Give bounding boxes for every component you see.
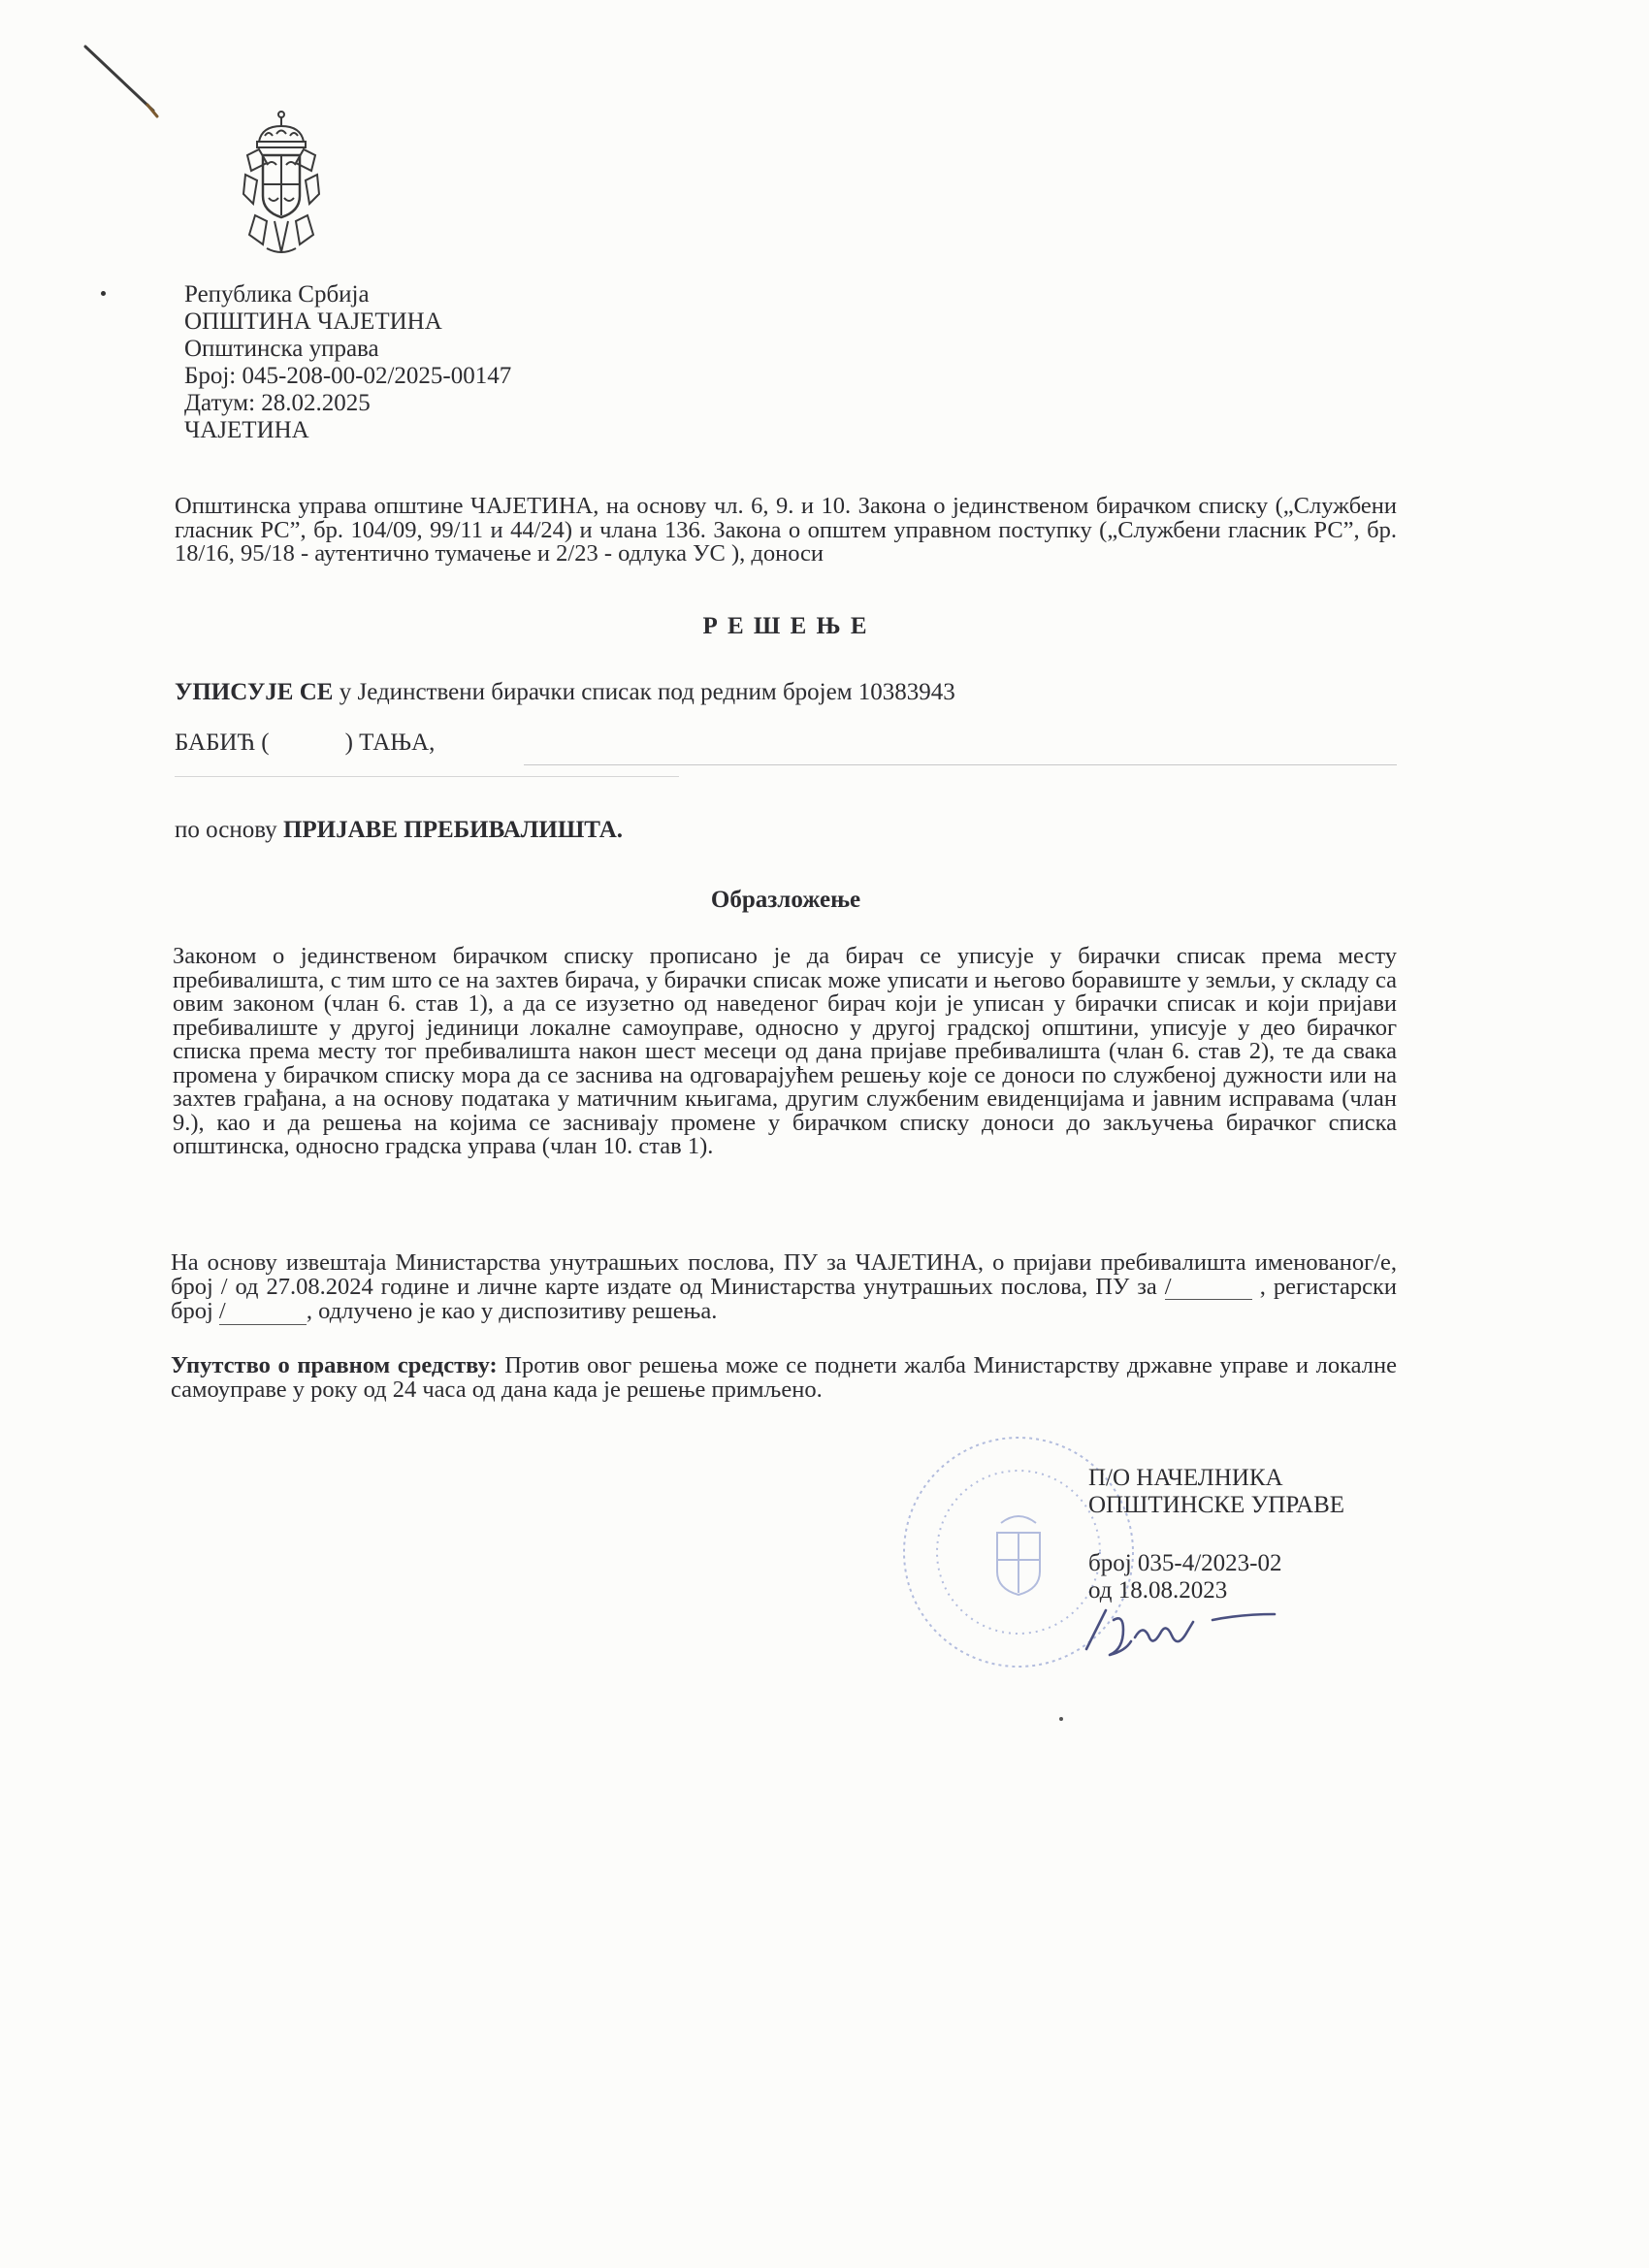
scan-dot-2 — [1059, 1717, 1063, 1721]
legal-remedy-bold: Упутство о правном средству: — [171, 1352, 498, 1378]
coat-of-arms-icon — [238, 107, 325, 257]
reasoning-title: Образложење — [710, 887, 861, 913]
basis-line — [175, 817, 623, 844]
person-line — [175, 729, 435, 757]
scan-scratch-mark — [78, 39, 165, 126]
header-place: ЧАЈЕТИНА — [184, 417, 309, 443]
person-surname: БАБИЋ ( — [175, 729, 270, 756]
blank-field-2: / — [219, 1300, 307, 1325]
reasoning-p2-part3: , одлучено је као у диспозитиву решења. — [306, 1298, 718, 1324]
signature-title-2: ОПШТИНСКЕ УПРАВЕ — [1088, 1492, 1345, 1518]
reasoning-paragraph-2 — [171, 1251, 1397, 1325]
blank-field-1: / — [1165, 1276, 1252, 1301]
person-name: ) ТАЊА, — [344, 729, 436, 756]
header-number: Број: 045-208-00-02/2025-00147 — [184, 363, 512, 389]
redaction-underline — [524, 764, 1397, 765]
basis-prefix: по основу — [175, 817, 283, 843]
enrollment-line — [175, 679, 955, 706]
reasoning-paragraph-1: Законом о јединственом бирачком списку прописано је да бирач се уписује у бирачки списак према месту пребивалишта, с тим што се на захтев бирача, у бирачки списак може уписати и његово боравиште у земљи, у складу са овим законом (члан 6. став 1), а да се изузетно од наведеног бирач који је уписан у бирачки списак и који пријави пребивалиште у другој јединици локалне самоуправе, односно у другој градској општини, уписује у део бирачког списка према месту тог пребивалишта након шест месеци од дана пријаве пребивалишта (члан 6. став 2), те да свака промена у бирачком списку мора да се заснива на одговарајућем решењу које се доноси по службеној дужности или на захтев грађана, а на основу података у матичним књигама, другим службеним евиденцијама и јавним исправама (члан 9.), као и да решења на којима се заснивају промене у бирачком списку доноси до закључења бирачког списка општинска, односно градска управа (члан 10. став 1). — [173, 943, 1397, 1159]
header-municipality: ОПШТИНА ЧАЈЕТИНА — [184, 308, 442, 335]
header-office: Општинска управа — [184, 336, 379, 362]
preamble: Општинска управа општине ЧАЈЕТИНА, на основу чл. 6, 9. и 10. Закона о јединственом бирачком списку („Службени гласник РС”, бр. 104/09, 99/11 и 44/24) и члана 136. Закона о општем управном поступку („Службени гласник РС”, бр. 18/16, 95/18 - аутентично тумачење и 2/23 - одлука УС ), доноси — [175, 493, 1397, 567]
reasoning-p2-part1: На основу извештаја Министарства унутрашњих послова, ПУ за ЧАЈЕТИНА, о пријави пребивалишта именованог/е, број / од 27.08.2024 године и личне карте издате од Министарства унутрашњих послова, ПУ за — [171, 1249, 1397, 1300]
decision-title: Р Е Ш Е Њ Е — [702, 613, 869, 639]
signature-ref-number: број 035-4/2023-02 — [1088, 1550, 1282, 1576]
enrollment-bold: УПИСУЈЕ СЕ — [175, 679, 334, 705]
header-date: Датум: 28.02.2025 — [184, 390, 371, 416]
handwritten-signature-icon — [1067, 1591, 1300, 1678]
enrollment-text: у Јединствени бирачки списак под редним бројем 10383943 — [333, 679, 955, 705]
signature-ref-date: од 18.08.2023 — [1088, 1577, 1228, 1604]
reasoning-p2-part2: , регистарски број — [171, 1273, 1398, 1324]
basis-bold: ПРИЈАВЕ ПРЕБИВАЛИШТА. — [282, 817, 624, 843]
redaction-underline-2 — [175, 776, 679, 777]
legal-remedy-text: Против овог решења може се поднети жалба Министарству државне управе и локалне самоуправе у року од 24 часа од дана када је решење примљено. — [171, 1352, 1397, 1403]
signature-title-1: П/О НАЧЕЛНИКА — [1088, 1465, 1283, 1491]
legal-remedy — [171, 1354, 1397, 1402]
header-country: Република Србија — [184, 281, 370, 308]
scan-dot — [101, 291, 106, 296]
